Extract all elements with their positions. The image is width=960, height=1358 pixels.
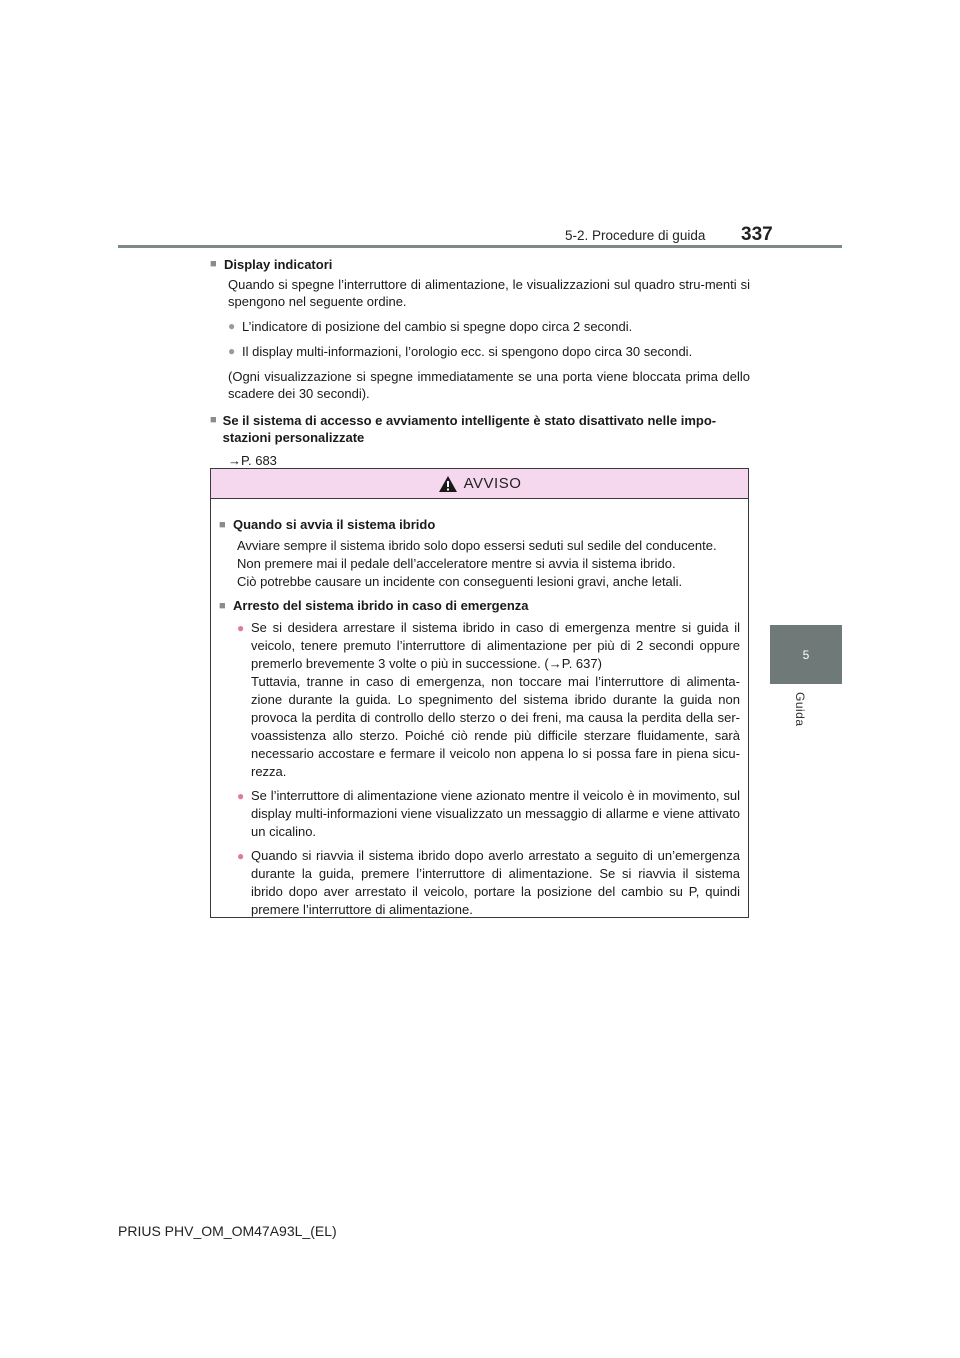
header-rule bbox=[118, 245, 842, 248]
start-hybrid-line: Non premere mai il pedale dell’acceleratore mentre si avvia il sistema ibrido. bbox=[237, 556, 676, 571]
chapter-number: 5 bbox=[802, 647, 810, 662]
chapter-tab[interactable] bbox=[770, 625, 842, 684]
start-hybrid-line: Avviare sempre il sistema ibrido solo dopo essersi seduti sul sedile del conducente. bbox=[237, 538, 717, 553]
page-number: 337 bbox=[741, 224, 773, 245]
start-hybrid-line: Ciò potrebbe causare un incidente con conseguenti lesioni gravi, anche letali. bbox=[237, 574, 683, 589]
display-note: (Ogni visualizzazione si spegne immediatamente se una porta viene bloccata prima dello scadere dei 30 secondi). bbox=[228, 369, 750, 401]
dot-bullet-icon: ● bbox=[237, 789, 245, 803]
list-item: ● L’indicatore di posizione del cambio si spegne dopo circa 2 secondi. bbox=[228, 319, 633, 334]
dot-bullet-icon: ● bbox=[237, 621, 245, 635]
main-content bbox=[210, 254, 750, 469]
dot-bullet-icon: ● bbox=[228, 344, 236, 358]
emergency-bullet-continuation: Tuttavia, tranne in caso di emergenza, non toccare mai l’interruttore di alimenta-zione durante la guida. Lo spegnimento del sistema ibrido durante la guida non provoca la perdita di controllo dello sterzo o dei freni, ma causa la perdita della ser-voassistenza allo sterzo. Poiché ciò rende più difficile sterzare fluidamente, sarà necessario accostare e fermare il veicolo non appena lo si possa fare in piena sicu-rezza. bbox=[251, 674, 740, 779]
warning-triangle-icon bbox=[438, 475, 458, 493]
chapter-label: Guida bbox=[793, 692, 807, 727]
display-intro: Quando si spegne l’interruttore di alimentazione, le visualizzazioni sul quadro stru-menti si spengono nel seguente ordine. bbox=[228, 277, 750, 309]
square-bullet-icon: ■ bbox=[219, 600, 226, 612]
smart-entry-heading: ■ Se il sistema di accesso e avviamento intelligente è stato disattivato nelle impo-stazioni personalizzate bbox=[210, 413, 717, 445]
list-item: ● Se l’interruttore di alimentazione viene azionato mentre il veicolo è in movimento, sul display multi-informazioni viene visualizzato un messaggio di allarme e viene attivato un cicalino. bbox=[237, 788, 740, 839]
display-heading: ■ Display indicatori bbox=[210, 257, 333, 272]
square-bullet-icon: ■ bbox=[210, 414, 217, 426]
dot-bullet-icon: ● bbox=[228, 319, 236, 333]
warning-box bbox=[210, 468, 749, 918]
warning-title: AVVISO bbox=[463, 475, 522, 492]
emergency-bullet-text: Se si desidera arrestare il sistema ibrido in caso di emergenza mentre si guida il veicolo, tenere premuto l’interruttore di alimentazione per più di 2 secondi oppure premerlo brevemente 3 volte o più in successione. (→P. 637) bbox=[251, 620, 740, 671]
document-code: PRIUS PHV_OM_OM47A93L_(EL) bbox=[118, 1223, 337, 1239]
warning-body bbox=[211, 499, 748, 919]
square-bullet-icon: ■ bbox=[210, 258, 217, 270]
section-title: 5-2. Procedure di guida bbox=[565, 228, 706, 243]
page-reference-link[interactable]: →P. 683 bbox=[228, 453, 277, 468]
list-item bbox=[237, 619, 740, 781]
start-hybrid-heading: ■ Quando si avvia il sistema ibrido bbox=[219, 517, 436, 532]
dot-bullet-icon: ● bbox=[237, 849, 245, 863]
list-item: ● Il display multi-informazioni, l’orologio ecc. si spengono dopo circa 30 secondi. bbox=[228, 344, 693, 359]
emergency-stop-heading: ■ Arresto del sistema ibrido in caso di emergenza bbox=[219, 598, 529, 613]
square-bullet-icon: ■ bbox=[219, 519, 226, 531]
warning-header bbox=[211, 469, 748, 499]
list-item: ● Quando si riavvia il sistema ibrido dopo averlo arrestato a seguito di un’emergenza durante la guida, premere l’interruttore di alimentazione. Se si riavvia il sistema ibrido dopo aver arrestato il veicolo, portare la posizione del cambio su P, quindi premere l’interruttore di alimentazione. bbox=[237, 848, 740, 917]
